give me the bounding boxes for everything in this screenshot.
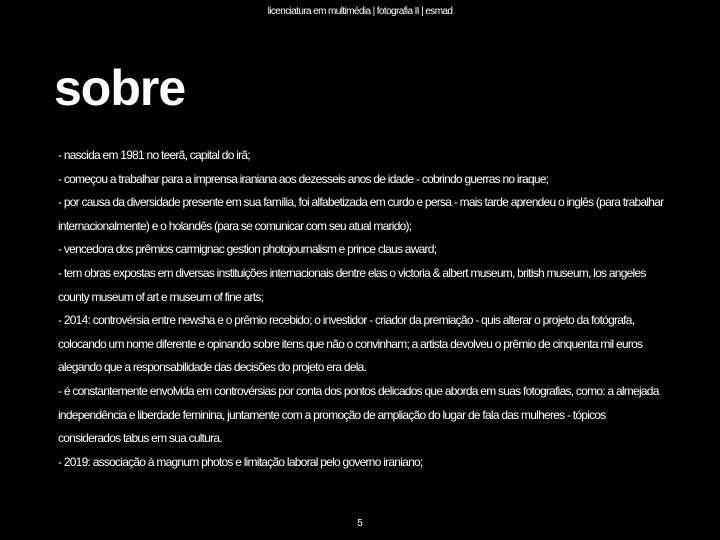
biography-item: - começou a trabalhar para a imprensa iraniana aos dezesseis anos de idade - cobrindo guerras no iraque; <box>58 171 549 186</box>
page-number: 5 <box>357 518 363 529</box>
biography-item: - por causa da diversidade presente em sua família, foi alfabetizada em curdo e persa - mais tarde aprendeu o inglês (para trabalhar internacionalmente) e o holandês (para se comunicar com seu atual marido); <box>58 195 664 233</box>
biography-item: - nascida em 1981 no teerã, capital do irã; <box>58 148 250 162</box>
biography-item: - é constantemente envolvida em controvérsias por conta dos pontos delicados que aborda em suas fotografias, como: a almejada independência e liberdade feminina, juntamente com a promoção de ampliação do lugar de fala das mulheres - tópicos considerados tabus em sua cultura. <box>58 383 659 446</box>
biography-item: - vencedora dos prêmios carmignac gestion photojournalism e prince claus award; <box>58 242 437 257</box>
biography-item: - tem obras expostas em diversas instituições internacionais dentre elas o victoria & albert museum, british museum, los angeles county museum of art e museum of fine arts; <box>58 265 646 304</box>
biography-item: - 2014: controvérsia entre newsha e o prêmio recebido; o investidor - criador da premiação - quis alterar o projeto da fotógrafa, colocando um nome diferente e opinando sobre itens que não o convinham; a artista devolveu o prêmio de cinquenta mil euros alegando que a responsabilidade das decisões do projeto era dela. <box>58 313 643 375</box>
slide-title: sobre <box>54 60 186 116</box>
course-header: licenciatura em multimédia | fotografia II | esmad <box>267 6 453 17</box>
biography-list <box>58 144 668 474</box>
biography-item: - 2019: associação à magnum photos e limitação laboral pelo governo iraniano; <box>58 454 423 469</box>
